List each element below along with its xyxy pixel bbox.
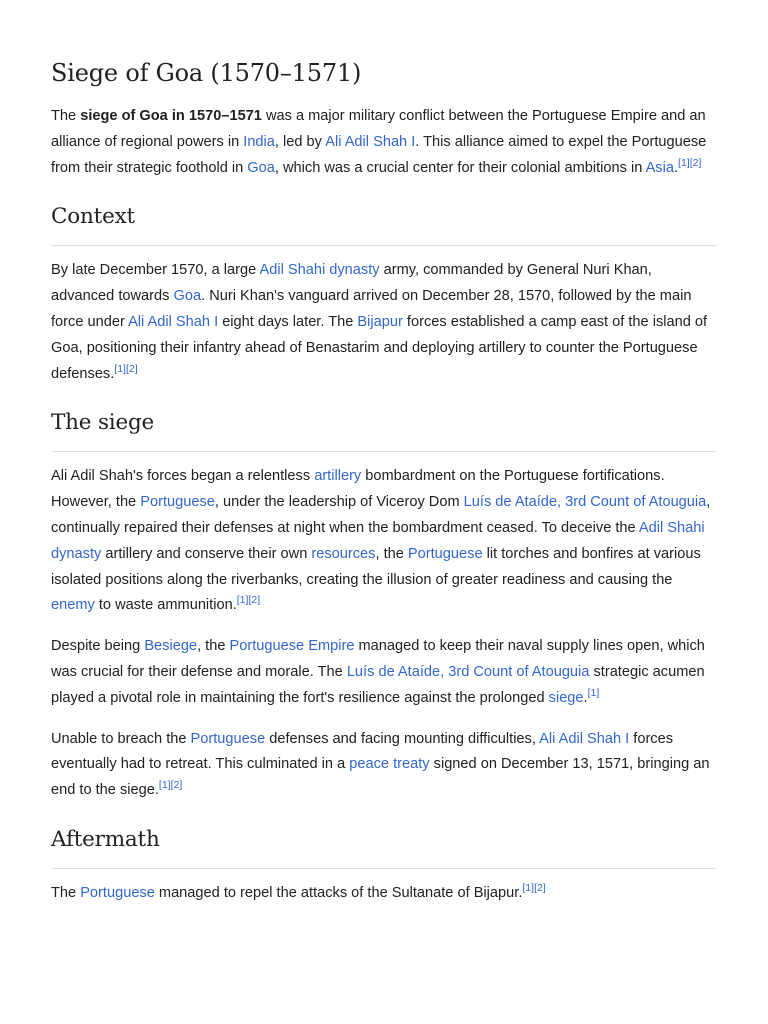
citation-1[interactable]: [1] xyxy=(236,594,249,607)
link-portuguese[interactable]: Portuguese xyxy=(140,494,215,511)
text: . This alliance aimed to expel the Portuguese from their strategic foothold in xyxy=(51,133,707,176)
siege-paragraph-1 xyxy=(51,464,717,619)
text: Unable to breach the xyxy=(51,730,191,747)
text: , led by xyxy=(274,133,326,150)
text: was a major military conflict between the Portuguese Empire and an alliance of regional powers in xyxy=(51,108,706,150)
text: . Nuri Khan's vanguard arrived on December 28, 1570, followed by the main force under xyxy=(51,288,692,330)
citation-2[interactable]: [2] xyxy=(248,594,261,607)
siege-paragraph-3 xyxy=(51,727,717,804)
text: managed to keep their naval supply lines open, which was crucial for their defense and morale. The xyxy=(51,638,705,680)
citation-1[interactable]: [1] xyxy=(522,882,535,895)
link-resources[interactable]: resources xyxy=(311,545,376,562)
section-heading-context: Context xyxy=(51,203,717,246)
text: Despite being xyxy=(51,638,145,655)
link-luis-de-ataide[interactable]: Luís de Ataíde, 3rd Count of Atouguia xyxy=(463,494,707,511)
link-adil-shahi-dynasty[interactable]: Adil Shahi dynasty xyxy=(51,519,705,562)
text: , continually repaired their defenses at night when the bombardment ceased. To deceive the xyxy=(51,494,711,536)
text: army, commanded by General Nuri Khan, advanced towards xyxy=(51,262,652,305)
link-adil-shahi-dynasty[interactable]: Adil Shahi dynasty xyxy=(259,262,380,279)
link-peace-treaty[interactable]: peace treaty xyxy=(349,756,430,773)
citation-1[interactable]: [1] xyxy=(158,779,171,792)
link-portuguese[interactable]: Portuguese xyxy=(407,545,483,562)
bold-term: siege of Goa in 1570–1571 xyxy=(80,108,262,124)
link-goa[interactable]: Goa xyxy=(173,288,202,305)
text: managed to repel the attacks of the Sultanate of Bijapur. xyxy=(154,884,523,901)
link-portuguese-empire[interactable]: Portuguese Empire xyxy=(229,638,355,655)
text: By late December 1570, a large xyxy=(51,262,260,279)
text: signed on December 13, 1571, bringing an end to the siege. xyxy=(51,756,710,799)
link-ali-adil-shah[interactable]: Ali Adil Shah I xyxy=(325,133,416,150)
link-enemy[interactable]: enemy xyxy=(51,597,95,614)
text: The xyxy=(51,108,81,124)
text: . xyxy=(583,689,588,706)
page-title: Siege of Goa (1570–1571) xyxy=(51,59,362,87)
text: to waste ammunition. xyxy=(94,597,237,614)
text: artillery and conserve their own xyxy=(101,545,312,562)
text: defenses and facing mounting difficulties, xyxy=(265,730,540,747)
link-goa[interactable]: Goa xyxy=(247,159,275,176)
siege-paragraph-2 xyxy=(51,634,717,711)
text: , which was a crucial center for their colonial ambitions in xyxy=(274,159,646,176)
citation-1[interactable]: [1] xyxy=(678,156,690,169)
link-india[interactable]: India xyxy=(243,133,275,150)
intro-paragraph xyxy=(51,104,717,181)
link-ali-adil-shah[interactable]: Ali Adil Shah I xyxy=(539,730,630,747)
text: eight days later. The xyxy=(218,313,358,330)
link-luis-de-ataide[interactable]: Luís de Ataíde, 3rd Count of Atouguia xyxy=(346,663,590,680)
text: forces established a camp east of the island of Goa, positioning their infantry ahead of Benastarim and deploying artillery to counter the Portuguese defenses. xyxy=(51,313,708,382)
text: The xyxy=(51,884,81,901)
text: , the xyxy=(197,638,230,655)
link-bijapur[interactable]: Bijapur xyxy=(357,313,403,330)
link-asia[interactable]: Asia xyxy=(645,159,674,176)
citation-1[interactable]: [1] xyxy=(587,686,600,699)
text: , under the leadership of Viceroy Dom xyxy=(214,494,464,511)
citation-2[interactable]: [2] xyxy=(125,362,138,375)
text: Ali Adil Shah's forces began a relentless xyxy=(51,468,315,485)
text: bombardment on the Portuguese fortifications. However, the xyxy=(51,468,665,511)
text: . xyxy=(673,159,679,176)
link-besiege[interactable]: Besiege xyxy=(144,638,198,655)
citation-2[interactable]: [2] xyxy=(689,156,702,169)
text: lit torches and bonfires at various isolated positions along the riverbanks, creating the illusion of greater readiness and causing the xyxy=(51,545,701,588)
citation-1[interactable]: [1] xyxy=(114,362,126,375)
section-heading-aftermath: Aftermath xyxy=(51,826,717,869)
citation-2[interactable]: [2] xyxy=(534,882,546,895)
text: , the xyxy=(375,545,408,562)
link-portuguese[interactable]: Portuguese xyxy=(80,884,155,901)
section-heading-the-siege: The siege xyxy=(51,409,717,452)
link-portuguese[interactable]: Portuguese xyxy=(190,730,266,747)
aftermath-paragraph xyxy=(51,881,717,907)
link-artillery[interactable]: artillery xyxy=(314,468,362,485)
citation-2[interactable]: [2] xyxy=(170,779,183,792)
text: strategic acumen played a pivotal role in maintaining the fort's resilience against the prolonged xyxy=(51,663,705,706)
context-paragraph xyxy=(51,258,717,387)
link-siege[interactable]: siege xyxy=(548,689,584,706)
text: forces eventually had to retreat. This culminated in a xyxy=(51,730,674,773)
link-ali-adil-shah[interactable]: Ali Adil Shah I xyxy=(128,313,219,330)
